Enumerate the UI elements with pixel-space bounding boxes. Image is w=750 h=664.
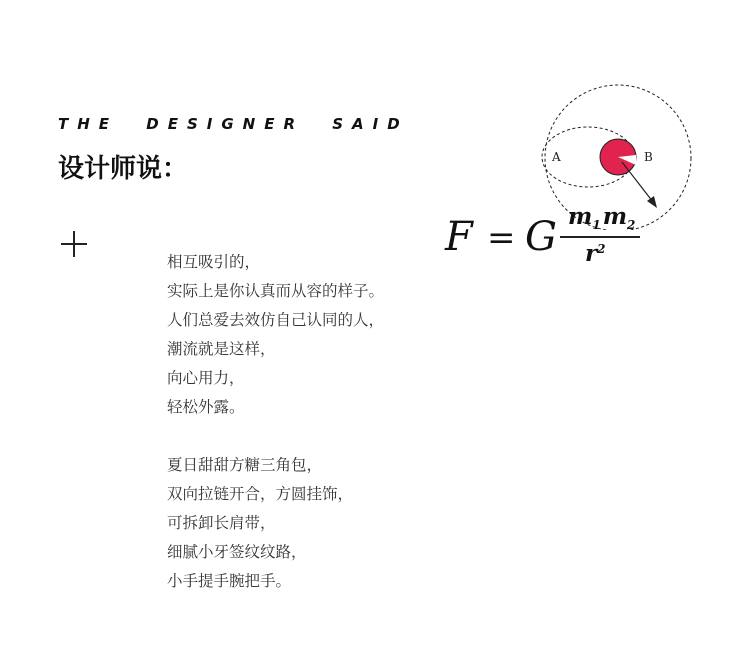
tagline: THE DESIGNER SAID [58, 115, 409, 133]
poem-line: 小手提手腕把手。 [167, 572, 292, 590]
poem-line: 实际上是你认真而从容的样子。 [167, 282, 385, 300]
label-a: A [552, 150, 561, 164]
gravity-formula [445, 205, 655, 275]
formula-denominator: $r^2$ [585, 240, 606, 267]
label-b: B [644, 150, 653, 164]
formula-equals: = [487, 218, 516, 258]
poem-line: 相互吸引的， [167, 253, 261, 271]
poem-line: 潮流就是这样， [167, 340, 276, 358]
plus-icon [61, 231, 87, 257]
poem-line: 细腻小牙签纹纹路， [167, 543, 307, 561]
poem-line: 轻松外露。 [167, 398, 245, 416]
formula-constant: G [525, 214, 557, 260]
stanza-gap [167, 422, 384, 451]
formula-force: F [445, 214, 473, 260]
velocity-arrow-line [622, 162, 653, 202]
formula-numerator: $m_1m_2$ [568, 203, 636, 232]
poem [167, 248, 384, 596]
poem-line: 向心用力， [167, 369, 245, 387]
page-title: 设计师说： [58, 154, 189, 184]
poem-line: 可拆卸长肩带， [167, 514, 276, 532]
poem-line: 人们总爱去效仿自己认同的人， [167, 311, 385, 329]
poem-line: 夏日甜甜方糖三角包， [167, 456, 323, 474]
formula-fraction-bar [560, 236, 640, 238]
poem-line: 双向拉链开合，方圆挂饰， [167, 485, 354, 503]
